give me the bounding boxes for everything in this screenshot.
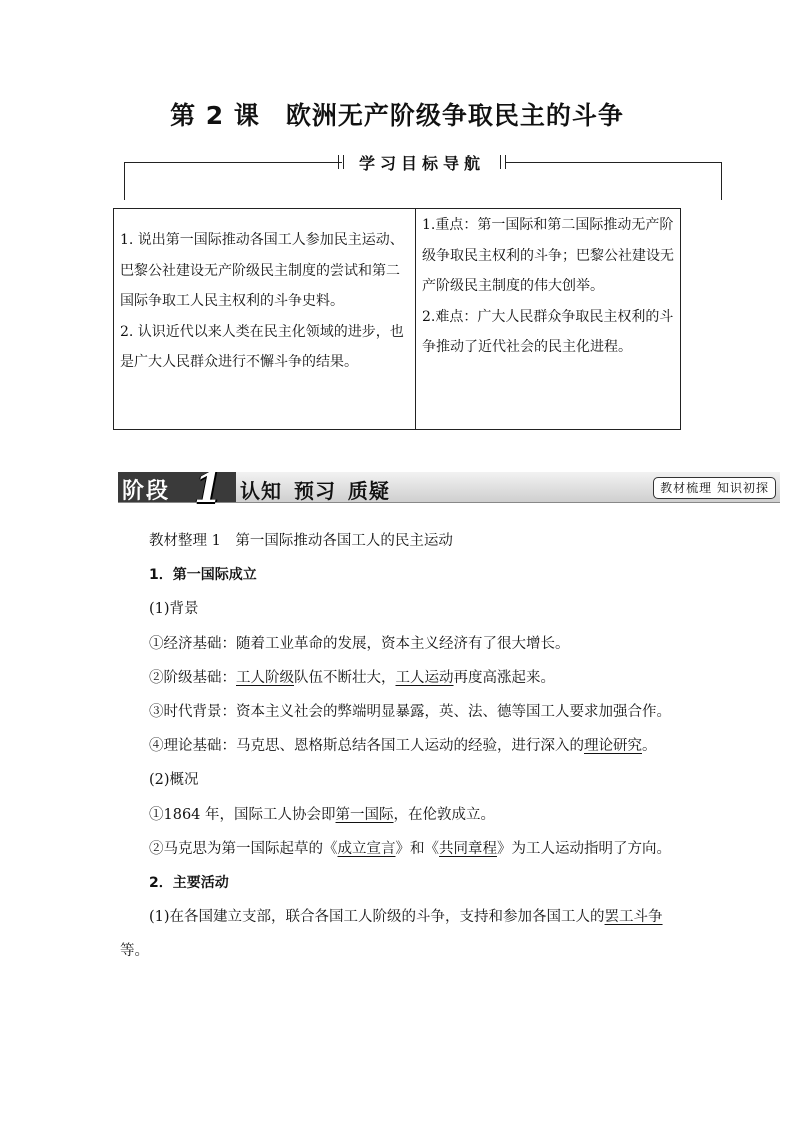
paragraph: (1)背景 [149, 601, 199, 618]
objective-item: 2.难点：广大人民群众争取民主权利的斗争推动了近代社会的民主化进程。 [422, 308, 674, 355]
objective-item: 1. 说出第一国际推动各国工人参加民主运动、巴黎公社建设无产阶级民主制度的尝试和第二国际争取工人民主权利的斗争史料。 [120, 232, 404, 309]
stage-number: 1 [194, 465, 222, 512]
objectives-left-cell [114, 209, 416, 429]
objectives-table [113, 208, 681, 430]
objective-item: 1.重点：第一国际和第二国际推动无产阶级争取民主权利的斗争；巴黎公社建设无产阶级民主制度的伟大创举。 [422, 217, 674, 294]
paragraph: (2)概况 [149, 772, 199, 789]
underlined-term: 共同章程 [439, 840, 497, 857]
underlined-term: 理论研究 [584, 738, 642, 755]
underlined-term: 工人运动 [395, 669, 454, 686]
paragraph: ②马克思为第一国际起草的《成立宣言》和《共同章程》为工人运动指明了方向。 [149, 840, 671, 857]
paragraph: ②阶级基础：工人阶级队伍不断壮大，工人运动再度高涨起来。 [149, 669, 555, 686]
learning-goals-label: 学习目标导航 [349, 151, 495, 174]
paragraph: ④理论基础：马克思、恩格斯总结各国工人运动的经验，进行深入的理论研究。 [149, 738, 657, 755]
section-heading: 教材整理 1 第一国际推动各国工人的民主运动 [149, 533, 453, 549]
page-title: 第 2 课 欧洲无产阶级争取民主的斗争 [170, 101, 624, 130]
paragraph: ①1864 年，国际工人协会即第一国际，在伦敦成立。 [149, 806, 496, 823]
subheading: 1．第一国际成立 [149, 567, 257, 584]
underlined-term: 工人阶级 [236, 669, 294, 686]
lesson-content [120, 524, 676, 969]
objectives-right-cell [416, 209, 680, 429]
stage-banner [118, 465, 780, 512]
underlined-term: 第一国际 [335, 806, 394, 823]
stage-tag: 教材梳理 知识初探 [653, 477, 776, 499]
paragraph: ③时代背景：资本主义社会的弊端明显暴露，英、法、德等国工人要求加强合作。 [149, 704, 671, 721]
underlined-term: 罢工斗争 [604, 909, 663, 926]
paragraph: (1)在各国建立支部，联合各国工人阶级的斗争，支持和参加各国工人的罢工斗争等。 [120, 909, 663, 960]
underlined-term: 成立宣言 [337, 840, 396, 857]
paragraph: ①经济基础：随着工业革命的发展，资本主义经济有了很大增长。 [149, 635, 570, 652]
stage-title: 认知 预习 质疑 [240, 479, 390, 503]
stage-word: 阶段 [122, 479, 171, 504]
subheading: 2．主要活动 [149, 875, 229, 892]
objective-item: 2. 认识近代以来人类在民主化领域的进步，也是广大人民群众进行不懈斗争的结果。 [120, 323, 404, 370]
